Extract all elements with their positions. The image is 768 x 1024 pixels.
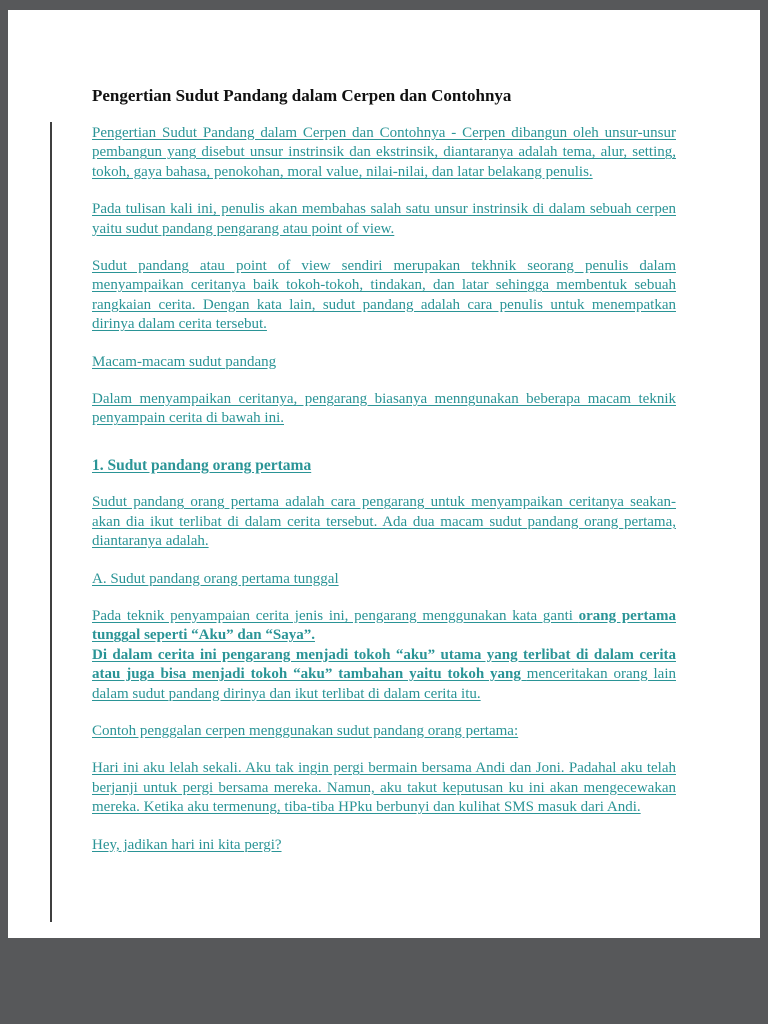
paragraph xyxy=(92,200,676,239)
paragraph xyxy=(92,353,676,372)
text-run: Dalam menyampaikan ceritanya, pengarang biasanya menngunakan beberapa macam teknik penyampain cerita di bawah ini. xyxy=(92,391,676,427)
text-run: Hari ini aku lelah sekali. Aku tak ingin pergi bermain bersama Andi dan Joni. Padahal aku telah berjanji untuk pergi bersama mereka. Namun, aku takut keputusan ku ini akan mengecewakan mereka. Ketika aku termenung, tiba-tiba HPku berbunyi dan kulihat SMS masuk dari Andi. xyxy=(92,760,676,816)
text-run: orang pertama tunggal seperti “Aku” dan “Saya”. xyxy=(92,607,676,644)
text-run: Pada teknik penyampaian cerita jenis ini, pengarang menggunakan kata ganti xyxy=(92,607,579,624)
text-run: Hey, jadikan hari ini kita pergi? xyxy=(92,836,282,853)
paragraph xyxy=(92,722,676,741)
text-run: Pada tulisan kali ini, penulis akan membahas salah satu unsur instrinsik di dalam sebuah cerpen yaitu sudut pandang pengarang atau point of view. xyxy=(92,201,676,237)
document-title: Pengertian Sudut Pandang dalam Cerpen dan Contohnya xyxy=(92,86,512,105)
text-run: Sudut pandang atau point of view sendiri merupakan tekhnik seorang penulis dalam menyampaikan ceritanya baik tokoh-tokoh, tindakan, dan latar sehingga membentuk sebuah rangkaian cerita. Dengan kata lain, sudut pandang adalah cara penulis untuk menempatkan dirinya dalam cerita tersebut. xyxy=(92,258,676,333)
paragraph xyxy=(92,124,676,182)
paragraph xyxy=(92,390,676,429)
text-run: menceritakan orang lain dalam sudut pandang dirinya dan ikut terlibat di dalam cerita itu. xyxy=(92,666,676,702)
document-page xyxy=(8,10,760,938)
document-body xyxy=(92,124,676,855)
text-run: Sudut pandang orang pertama adalah cara pengarang untuk menyampaikan ceritanya seakan-akan dia ikut terlibat di dalam cerita tersebut. Ada dua macam sudut pandang orang pertama, diantaranya adalah. xyxy=(92,494,676,550)
paragraph xyxy=(92,759,676,817)
paragraph xyxy=(92,493,676,551)
text-run: Contoh penggalan cerpen menggunakan sudut pandang orang pertama: xyxy=(92,722,519,739)
text-run: Di dalam cerita ini pengarang menjadi tokoh “aku” utama yang terlibat di dalam cerita atau juga bisa menjadi tokoh “aku” tambahan yaitu tokoh yang xyxy=(92,646,676,683)
section-heading xyxy=(92,456,676,475)
text-run: 1. Sudut pandang orang pertama xyxy=(92,456,312,474)
text-run: A. Sudut pandang orang pertama tunggal xyxy=(92,570,339,587)
text-run: Pengertian Sudut Pandang dalam Cerpen dan Contohnya - Cerpen dibangun oleh unsur-unsur pembangun yang disebut unsur instrinsik dan ekstrinsik, diantaranya adalah tema, alur, setting, tokoh, gaya bahasa, penokohan, moral value, nilai-nilai, dan latar belakang penulis. xyxy=(92,125,676,180)
paragraph xyxy=(92,257,676,335)
page-content xyxy=(8,10,760,855)
paragraph xyxy=(92,836,676,855)
text-run: Macam-macam sudut pandang xyxy=(92,353,277,370)
paragraph xyxy=(92,570,676,589)
paragraph xyxy=(92,607,676,704)
